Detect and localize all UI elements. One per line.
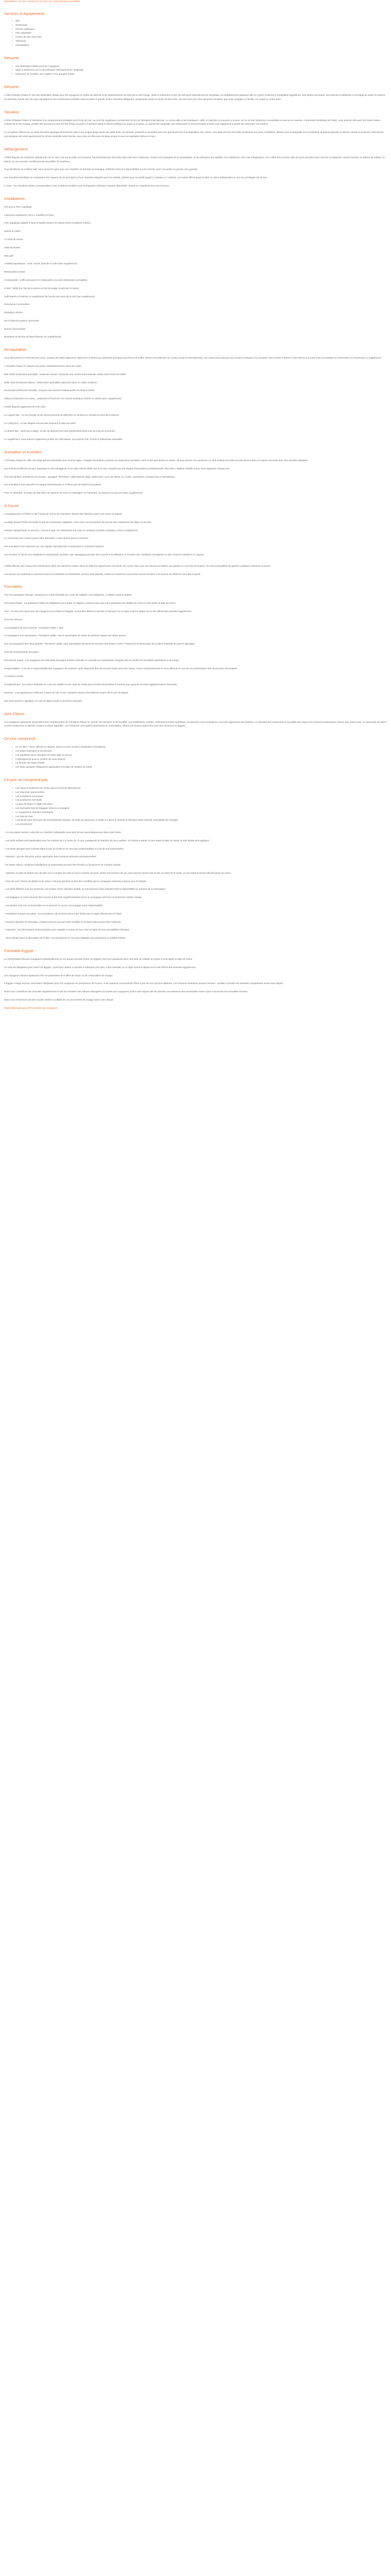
paragraph: L'enregistrement à l'hôtel se fait à partir de 14h et les chambres doivent être libérées avant 12h le jour du départ. (4, 513, 123, 516)
paragraph: Responsabilité : Il est de la responsabilité des voyageurs de s'assurer qu'ils disposent des documents requis pour leur séjour. Aucun remboursement ne sera effectué en cas de non-présentation des documents nécessaires. (4, 667, 238, 670)
paragraph: Le ressortissant français voyageant individuellement ou en groupe pouvant entrer en Égypte muni d'un passeport avec une date de validité au moins 6 mois après la date de retour. (4, 958, 193, 961)
paragraph: Un visa est obligatoire pour entrer en Égypte. Il peut être obtenu à l'arrivée à l'aéroport (25 USD, à titre indicatif) ou en ligne avant le départ sur le site officiel des autorités égyptiennes. (4, 965, 197, 969)
paragraph: L'Égypte n'exige aucune vaccination obligatoire pour les voyageurs en provenance de France. Il est toutefois recommandé d'être à jour de ses vaccins habituels. Les mesures sanitaires peuvent évoluer : veuillez consulter les autorités compétentes avant votre départ. (4, 982, 284, 985)
resume-title: Résumé (4, 55, 19, 60)
list-item: • Les repas et boissons non inclus dans la formule sélectionnée (15, 786, 387, 790)
a-savoir-title: À Savoir (4, 503, 19, 509)
paragraph: Horaires : L'enregistrement s'effectue à partir de 14h, et les chambres doivent être libérées avant 12h le jour du départ. (4, 691, 129, 694)
paragraph: La plage devant l'hôtel nécessite le port de chaussures adaptées, nous vous recommandons de prévoir des chaussures de plage ou de bain. (4, 520, 152, 523)
list-item: • Le supplément chambre individuelle (15, 810, 387, 815)
note: - Les tarifs enfants sont applicables pour les enfants de 2 à moins de 12 ans, partageant la chambre de deux adultes. Si l'enfant a atteint 12 ans avant la date du retour, le tarif adulte sera appliqué. (4, 839, 210, 842)
list-item: • une destination idéale pour les voyageurs (15, 64, 387, 69)
paragraph: Boutiques et service de blanchisserie (en supplément) (4, 335, 61, 338)
paragraph: Documents requis : Les voyageurs de nationalité étrangère doivent consulter le consulat ou l'ambassade d'Égypte afin de vérifier les formalités spécifiques à leur pays. (4, 658, 180, 662)
paragraph: Pour les passagers français, passeport ou carte d'identité (en cours de validité). Visa obligatoire, à obtenir avant le départ. (4, 594, 132, 597)
list-item: • Idéal pour les familles, les couples et les groupes d'amis (15, 72, 387, 76)
paragraph: Pour les adultes, animations en journée : aquagym, fléchettes, volley-ball de plage, water-polo, cours de danse. En soirée, spectacles, musique live et discothèque. (4, 475, 176, 478)
paragraph: L'hôtel Alf Bahia Palace 5* bénéficie d'un emplacement privilégié sur le front de mer, au nord de Hurghada, à seulement 12 km de l'aéroport international. Le centre-ville et ses boutiques, cafés et marchés se trouvent à environ 10 km et sont facilement accessibles en taxi ou en navette. À proximité immédiate de l'hôtel, vous pourrez découvrir les fonds marins colorés de la mer Rouge, profiter des excursions vers les îles Giftun ou partir à l'aventure dans le désert arabique en quad ou en jeep. La marina de Hurghada, ses restaurants et sa promenade animée sont également à portée de main pour vos soirées. (4, 118, 381, 126)
ce-prix-comprend-title: Ce prix comprend (4, 736, 35, 741)
list-item: • Les assurances (15, 822, 387, 826)
note: - Seul indicatif dans la description de l'hôtel, nos prestations ne sont pas adaptées aux personnes à mobilité réduite. (4, 937, 126, 940)
paragraph: Pour bénéficier du meilleur tarif, nous pensons opter pour une chambre en formule économique, attribuée selon les disponibilités à votre arrivée, avec vue jardin ou piscine non garantie. (4, 168, 198, 171)
paragraph: Document requis : Un passeport valide est obligatoire pour entrer en Égypte. Assurez-vous que votre passeport est valable au moins 6 mois après la date de retour. (4, 602, 176, 605)
paragraph: Sports & Loisirs (4, 230, 21, 233)
excluded-list (4, 786, 387, 826)
paragraph: Non accompagnés des deux parents : Passeport valide, visa, autorisation de sortie du territoire (formulaire Cerfa n°15646*01) et photocopie de la pièce d'identité du parent signataire. (4, 642, 196, 646)
paragraph: Les voyageurs apprécient particulièrement l'emplacement de l'Alf Bahia Palace 5*, proche de l'aéroport et de la plage. Les installations variées, notamment le parc aquatique, les piscines et les animations, sont très appréciées des familles. La diversité des restaurants et la qualité des repas sont souvent mentionnées comme des points forts. Le personnel est décrit comme chaleureux et attentif, rendant le séjour agréable. Les chambres sont jugées spacieuses et confortables, offrant une bonne expérience pour des vacances en Égypte. (4, 720, 387, 727)
diplomatie-link[interactable]: https://diplomatie.gouv.fr/fr/conseils-aux-voyageurs (4, 1006, 58, 1009)
paragraph: Nous vous conseillons de consulter régulièrement le site du ministère des Affaires étrangères (Conseils aux voyageurs) avant votre départ afin de prendre connaissance des éventuelles mises à jour concernant les formalités d'entrée. (4, 990, 248, 993)
paragraph: Les enfants profiteront du parc aquatique et des toboggans, et du club enfants dédié aux 4-12 ans, encadré par une équipe d'animateurs professionnels. Mini-disco, ateliers créatifs et jeux sont organisés chaque jour. (4, 467, 230, 470)
list-item: • Les frais de visa (15, 815, 387, 819)
note: - Les photos sont non contractuelles et ne peuvent en aucun cas engager notre responsabilité. (4, 904, 104, 907)
list-item: • Télévision (15, 39, 387, 43)
note: - Les taxes aéroport sont incluses dans le prix du forfait et ne sont pas remboursables en cas de non-présentation. (4, 847, 124, 850)
paragraph: Certains équipements et services, comme le spa, les restaurants à la carte et certaines activités nautiques, sont en supplément. (4, 529, 138, 532)
tab-navigation-links[interactable]: Description | Ce prix comprend | Ce prix ne comprend pas Formalités (4, 1, 80, 3)
list-item: • Climatisation (15, 43, 387, 47)
paragraph: 5 bars : lobby bar, bar de la piscine et bar de plage, snack-bar et autres (4, 286, 79, 290)
paragraph: Les animations sont assurées par une équipe internationale et proposées en plusieurs langues. (4, 545, 105, 548)
paragraph: Le versement d'un caution pourra être demandé à votre arrivée pour la chambre. (4, 537, 89, 540)
paragraph: Les voyageurs doivent également être en possession d'un billet de retour ou de continuation de voyage. (4, 974, 113, 977)
hebergement-title: Hébergement (4, 146, 28, 151)
works-notice: L'hôtel effectue des travaux de maintenance dans 28 chambres situées dans un bâtiment séparé pour une durée de 4 jours. Bien que ces travaux se limitent aux parties en cours de rénovation, ils sont susceptibles de générer quelques nuisances sonores. (4, 564, 271, 567)
list-item: • Les dépenses personnelles (15, 790, 387, 794)
paragraph: Accompagnés d'un seul parent : Passeport valide, visa et autorisation de sortie du territoire signée par l'autre parent. (4, 634, 126, 637)
list-item: • L'hébergement pour le nombre de nuits réservé (15, 757, 387, 761)
paragraph: À l'arrivée à l'hôtel (4, 675, 24, 678)
paragraph: Piscines & Parc Aquatique (4, 205, 32, 208)
paragraph: Des frais peuvent s'appliquer en cas de départ tardif ou d'arrivée anticipée. (4, 699, 83, 702)
paragraph: Pour se détendre, le centre de spa offre une gamme de soins et massages, un hammam, un sauna et un jacuzzi (avec supplément). (4, 492, 143, 495)
paragraph: Restauration & Bars (4, 270, 26, 274)
paragraph: Parc aquatique adapté à toute la famille (ouvert en saison selon conditions météo) (4, 222, 91, 225)
paragraph: L'Albit Alf Bahia Palace 5* est une destination idéale pour les voyageurs en quête de détente et de divertissement au bord de la mer Rouge. Situé à seulement 12 km de l'aéroport international de Hurghada, cet établissement spacieux allie le confort moderne à l'hospitalité égyptienne. Ses jardins luxuriants, ses piscines scintillantes et sa plage de sable fin invitent au farniente, tandis que son parc aquatique et ses nombreuses activités raviront petits et grands. Entre chambres élégantes, restaurants variés et centre de bien-être, tout est réuni pour des vacances réussies, que vous voyagiez en famille, en couple ou entre amis. (4, 93, 385, 100)
list-item: • Restaurant (15, 23, 387, 27)
list-item: • Les pourboires éventuels (15, 798, 387, 802)
list-item: • Les activités et excursions (15, 794, 387, 799)
list-item: • Les éventuels frais de bagages selon la compagnie (15, 806, 387, 810)
formalites-title: Formalités (4, 584, 23, 589)
installations-title: Installations (4, 196, 25, 201)
list-item: • Wifi (15, 19, 387, 23)
paragraph: Bella Vista (restaurant italien) : délicieuses spécialités italiennes dans un cadre moderne. (4, 381, 97, 384)
paragraph: L'hôtel dispose de chambres standard de 32 m² avec vue sur le jardin ou la piscine, harmonieusement décorées dans des tons chaleureux. Toutes sont équipées de la climatisation, d'une télévision par satellite, d'un téléphone, d'un mini-réfrigérateur, d'un coffre-fort et d'une salle de bains privative avec douche ou baignoire, sèche-cheveux et articles de toilette. Un balcon ou une terrasse meublé permet de profiter de l'extérieur. (4, 156, 385, 163)
paragraph: Réception 24h/24 (4, 311, 23, 314)
paragraph: Zenrunade (restaurant oriental) : propose des saveurs traditionnelles du Moyen-Orient. (4, 389, 95, 392)
paragraph: Salle de fitness (4, 246, 21, 249)
paragraph: Pour les ressortissants étrangers : (4, 650, 40, 653)
paragraph: L'Alf Bahia Palace 5* offre une large gamme d'activités pour tous les âges. L'équipe d'animation propose un programme quotidien varié et des spectacles en soirée, de quoi animer vos vacances. Le club enfants accueille les plus jeunes dans un espace sécurisé avec des activités adaptées. (4, 459, 308, 462)
list-item: • Parc aquatique (15, 31, 387, 35)
paragraph: Le Lobby Bar : un bar élégant servant des boissons à l'abri du soleil. (4, 421, 76, 425)
note: - Attention : pas de réduction enfant applicable dans certaines périodes promotionnelles. (4, 855, 97, 858)
list-item: • L'achat de votre visa pour les ressortissants français, 25 USD par personne, à régler sur place à l'arrivée à l'aéroport (tarif indicatif, susceptible de changer) (15, 818, 387, 822)
paragraph: Wi-Fi dans les parties communes (4, 319, 39, 322)
paragraph: 2 courts de tennis (4, 238, 23, 241)
paragraph: À noter : les chambres triples correspondent à des chambres doubles avec lit d'appoint, réduisant l'espace disponible. Toutes les chambres sont non-fumeurs. (4, 184, 170, 187)
paragraph: L'Alf Bahia Palace 5* dispose de quatre restaurants situés dans son hôtel : (4, 365, 83, 368)
note: - Attention, la date de départ est calculée sur le nombre de nuits et non le nombre de jours. Selon vos horaires de vol, vous pouvez arriver tard le soir ou partir tôt le matin, ce qui réduit le temps effectif passé sur place. (4, 871, 232, 874)
paragraph: Enregistrement : Une pièce d'identité en cours de validité et une carte de crédit pourront être demandées à l'arrivée pour garantir les frais supplémentaires éventuels. (4, 683, 178, 686)
paragraph: Sakura (restaurant à la carte) : restaurant à l'honneur une cuisine asiatique, fraîche et variée (avec supplément). (4, 397, 122, 400)
included-list (4, 745, 387, 769)
note: - Les tarifs affichés sont par personne, sur la base d'une chambre double, et sont donnés à titre indicatif selon la disponibilité au moment de la réservation. (4, 888, 166, 891)
paragraph: Nous vous remercions de bien vouloir vérifier la validité de vos documents de voyage avant votre départ. (4, 998, 114, 1002)
animation-title: Animation et Activités (4, 450, 42, 455)
paragraph: Café Maure à l'intérieur et supplément de l'accès aux eaux de la mer (sur supplément) (4, 295, 95, 298)
list-item: • Les transferts entre l'aéroport et l'hôtel (aller et retour) (15, 753, 387, 757)
paragraph: Accompagnés de deux parents : Passeport valide + visa. (4, 626, 64, 629)
ce-prix-ne-comprend-pas-title: Ce prix ne comprend pas (4, 777, 48, 782)
services-title: Services et équipements (4, 11, 45, 16)
paragraph: Services & Commodités (4, 303, 30, 306)
paragraph: Bab' Sheb (restaurant principal) : restaurant ouvert, il propose une cuisine internationale variée sous forme de buffet. (4, 372, 126, 376)
list-item: • La formule de repas choisie (15, 761, 387, 765)
works-dates: Les travaux de maintenance dureront entre le 01/05/2025 au 02/06/2025. Durant cette période, toutes les chambres concernées seront fermées et le service de l'hôtel ne sera pas impacté. (4, 572, 201, 575)
paragraph: Mini-golf (4, 254, 13, 257)
paragraph: Les horaires et l'accès aux installations (restaurants, piscines, parc aquatique) peuvent être soumis à modification en fonction des conditions climatiques ou des mesures sanitaires en vigueur. (4, 553, 205, 556)
paragraph: Vous découvrirez en formule tout inclus, incluant les petits déjeuners, déjeuners et dîners au restaurant principal sous forme de buffet, offrant une sélection de cuisine locale et internationale. Les repas sont proposés aux horaires indiqués à la réception. Des soirées à thème et des dîners à la carte sont accessibles sur réservation et moyennant un supplément. (4, 357, 382, 360)
note: - Prestations à payer sur place : les prestations non incluses dans votre forfait sont à régler directement à l'hôtel. (4, 912, 122, 915)
note: - Durant la période du Ramadan, certains services peuvent être modifiés et la vente d'alcool peut être restreinte. (4, 920, 122, 923)
paragraph: Les animations sont assurées en langue internationale et n'offrent pas de soirées françaises. (4, 483, 102, 486)
paragraph: 6 restaurants : buffet principal et 3 restaurants à la carte (réservation préalable) (4, 278, 88, 281)
paragraph: 2 piscines extérieures, dont 1 chauffée en hiver. (4, 213, 55, 216)
list-item: • Centre de spa / bien-être (15, 35, 387, 39)
note: - En basse saison, certaines installations ou restaurants peuvent être fermés ou fonctionner de manière réduite. (4, 863, 122, 867)
situation-title: Situation (4, 109, 20, 114)
note: - Si vous partez seul(e), votre prix en chambre individuelle vous sera facturé automatiquement dans votre devis. (4, 831, 122, 834)
note: - Les bagages en soute peuvent être soumis à des frais supplémentaires selon la compagnie aérienne et la formule tarifaire choisie. (4, 896, 143, 899)
paragraph: Visa : Un visa est requis pour les voyageurs se rendant en Égypte. Il peut être obtenu à l'arrivée à l'aéroport ou en ligne avant le départ via le site officiel des autorités égyptiennes. (4, 610, 192, 613)
services-list (4, 19, 387, 47)
formalite-egypte-title: Formalité Egypte (4, 948, 34, 954)
paragraph: Les chambres familiales se composent d'un espace de vie principal et d'une chambre séparée pour les enfants, idéales pour accueillir jusqu'à 2 adultes et 3 enfants. Les suites offrent quant à elles un salon indépendant et une vue privilégiée sur la mer. (4, 176, 268, 179)
list-item: • La taxe de séjour à régler sur place (15, 802, 387, 806)
list-item: • Piscine extérieure (15, 27, 387, 31)
paragraph: Bureau d'excursions (4, 327, 26, 330)
paragraph: Pour les mineurs : (4, 618, 24, 621)
resume-detail-title: Résumé (4, 84, 19, 89)
paragraph: Le supplément, vous pourrez également profiter du Café Maure, qui propose thé, chicha et pâtisseries orientales. (4, 438, 123, 441)
note: - Pour les vols, l'heure de départ et de retour n'est pas garantie et peut être modifiée par la compagnie aérienne jusqu'au jour du départ. (4, 879, 147, 883)
avis-clients-title: Avis Clients (4, 711, 25, 716)
paragraph: Activités aquatiques : voile, canoë, planche à voile (avec supplément) (4, 262, 77, 265)
paragraph: L'hôtel dispose également de trois bars : (4, 405, 47, 409)
paragraph: Le Lagoon Bar : un bar lounge où les clients peuvent se détendre en sirotant un cocktail au bord de la piscine. (4, 413, 120, 416)
restauration-title: Restauration (4, 347, 27, 352)
resume-list (4, 64, 387, 76)
list-item: • Le vol aller / retour spécial ou régulier, direct ou avec escale à destination d'Hurghada (15, 745, 387, 749)
list-item: • Les taxes d'aéroport et de sécurité (15, 749, 387, 753)
paragraph: Le complexe s'étend sur un vaste domaine paysager directement relié à une longue plage privée de sable doré, où transats, parasols et serviettes sont mis gracieusement à la disposition des clients. Une jetée permet d'accéder facilement aux eaux cristallines, idéales pour la baignade et le snorkeling, et depuis laquelle on admire coraux et poissons multicolores. Les amateurs de soleil apprécieront le climat ensoleillé toute l'année, avec plus de 300 jours de beau temps et une mer agréable même en hiver. (4, 131, 384, 138)
page-content (0, 0, 391, 1025)
note: - Important : les informations communiquées sont valables à la date de leur mise en ligne et sont susceptibles d'évoluer. (4, 928, 130, 931)
list-item: • Situé à seulement 12 km de l'aéroport international de Hurghada (15, 68, 387, 72)
paragraph: Le Beach Bar : situé sur la plage, un bar de détente pour des rafraîchissements tout au long de la journée. (4, 430, 116, 433)
list-item: • Les taxes aéroport obligatoires applicables à la date de l'édition du forfait (15, 765, 387, 769)
